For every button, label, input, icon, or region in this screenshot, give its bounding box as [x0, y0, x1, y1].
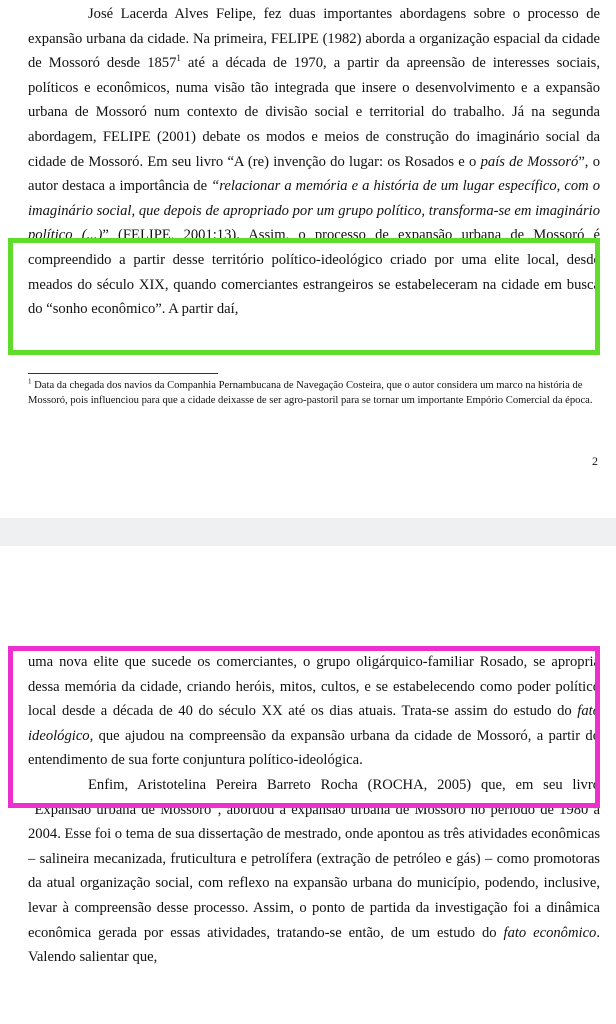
text-run: até a década de 1970, a partir da apreensão de interesses sociais, políticos e econômicos, numa visão tão integrada que insere o desenvolvimento e a expansão urbana de Mossoró num contexto de divisão social e territorial do trabalho. Já na segunda abordagem, FELIPE (2001) debate os modos e meios de construção do imaginário social da cidade de Mossoró. Em seu livro “A (re) invenção do lugar: os Rosados e o — [28, 55, 600, 170]
text-run: uma nova elite que sucede os comerciantes, o grupo oligárquico-familiar Rosado, se apropria dessa memória da cidade, criando heróis, mitos, cultos, e se estabelecendo como poder político local desde a década de 40 do século XX até os dias atuais. Trata-se assim do estudo do — [28, 654, 600, 720]
page-number: 2 — [592, 454, 598, 468]
text-run: José Lacerda Alves Felipe, fez duas importantes abordagens sobre o processo de expansão urbana da cidade. Na primeira, FELIPE (1982) aborda a organização espacial da cidade de Mossoró desde 1857 — [28, 6, 600, 72]
italic-text: “relacionar a memória e a história de um lugar específico, com o imaginário social, que depois de apropriado por um grupo político, transforma-se em imaginário político (...) — [28, 178, 600, 244]
text-run: . Valendo salientar que, — [28, 924, 600, 966]
text-run: ”, o autor destaca a importância de — [28, 153, 600, 195]
text-run: , que ajudou na compreensão da expansão urbana da cidade de Mossoró, a partir do entendimento de sua forte conjuntura político-ideológica. — [28, 727, 600, 769]
document-page-bottom — [0, 546, 616, 1024]
text-run: Enfim, Aristotelina Pereira Barreto Rocha (ROCHA, 2005) que, em seu livro “Expansão urbana de Mossoró”, abordou a expansão urbana de Mossoró no período de 1980 a 2004. Esse foi o tema de sua dissertação de mestrado, onde apontou as três atividades econômicas – salineira mecanizada, fruticultura e petrolífera (extração de petróleo e gás) – como promotoras da atual organização social, com reflexo na expansão urbana do município, podendo, inclusive, levar à compreensão desse processo. Assim, o ponto de partida da investigação foi a dinâmica econômica gerada por essas atividades, tratando-se então, de um estudo do — [28, 776, 600, 941]
paragraph — [28, 2, 600, 322]
page-separator — [0, 518, 616, 546]
italic-text: fato econômico — [503, 924, 597, 941]
footnote-marker: 1 — [28, 377, 32, 386]
italic-text: país de Mossoró — [480, 153, 579, 170]
body-text-top — [28, 2, 600, 322]
body-text-bottom — [28, 650, 600, 970]
text-run: ” (FELIPE, 2001:13). Assim, o processo de expansão urbana de Mossoró é compreendido a partir desse território político-ideológico criado por uma elite local, desde meados do século XIX, quando comerciantes estrangeiros se estabeleceram na cidade em busca do “sonho econômico”. A partir daí, — [28, 227, 601, 318]
italic-text: fato ideológico — [28, 703, 600, 744]
footnote — [28, 378, 598, 408]
footnote-rule — [28, 373, 218, 374]
footnote-reference: 1 — [176, 53, 181, 64]
paragraph — [28, 773, 600, 970]
paragraph — [28, 650, 600, 773]
footnote-text: Data da chegada dos navios da Companhia Pernambucana de Navegação Costeira, que o autor considera um marco na história de Mossoró, pois influenciou para que a cidade deixasse de ser agro-pastoril para se tornar um importante Empório Comercial da época. — [28, 380, 593, 406]
